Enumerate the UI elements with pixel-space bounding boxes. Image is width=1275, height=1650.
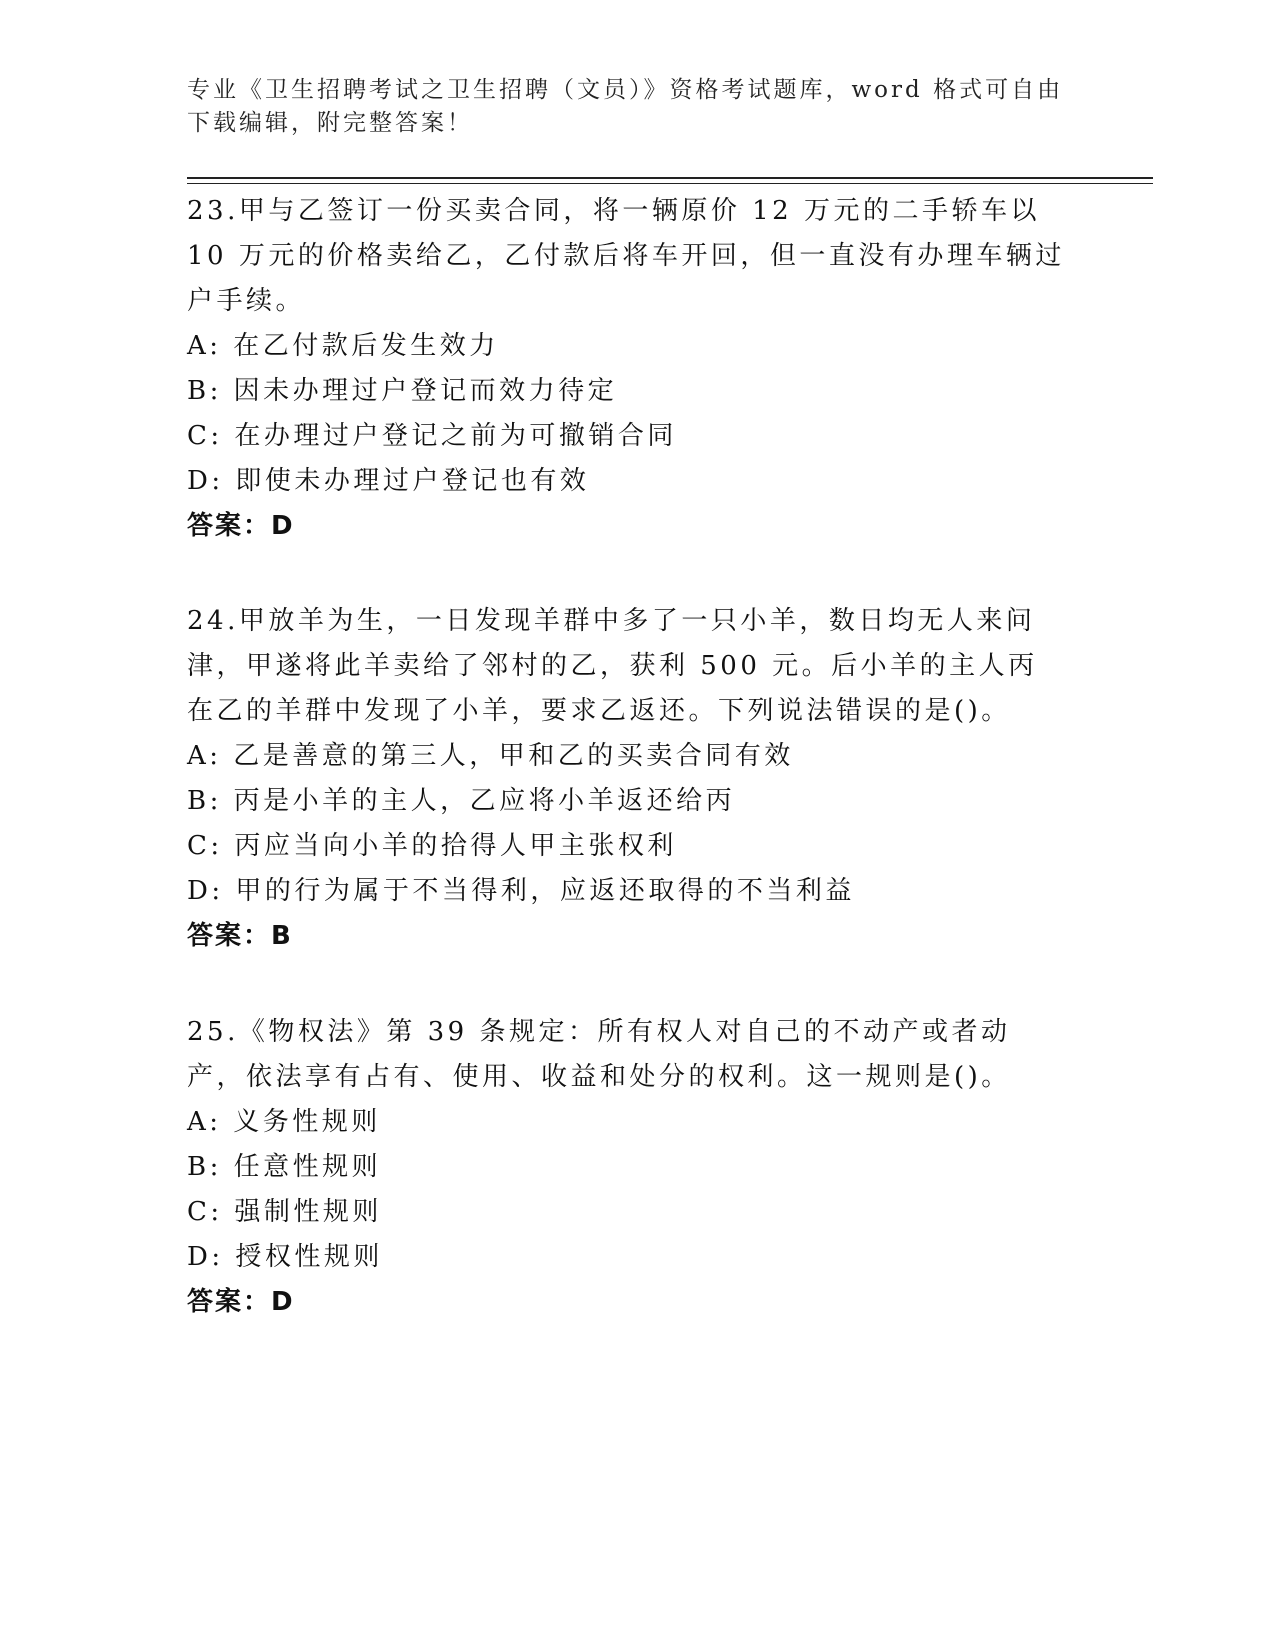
question-option-d: D: 即使未办理过户登记也有效: [187, 466, 590, 496]
question-option-c: C: 在办理过户登记之前为可撤销合同: [187, 421, 677, 451]
question-answer: 答案：D: [187, 511, 295, 541]
question-stem: 24.甲放羊为生，一日发现羊群中多了一只小羊，数日均无人来问津，甲遂将此羊卖给了邻村的乙，获利 500 元。后小羊的主人丙在乙的羊群中发现了小羊，要求乙返还。下列说法错误的是()。: [187, 606, 1038, 726]
question-option-a: A: 在乙付款后发生效力: [187, 331, 499, 361]
question-option-b: B: 丙是小羊的主人，乙应将小羊返还给丙: [187, 786, 736, 816]
question-option-a: A: 乙是善意的第三人，甲和乙的买卖合同有效: [187, 741, 794, 771]
question-option-d: D: 甲的行为属于不当得利，应返还取得的不当利益: [187, 876, 855, 906]
question-option-b: B: 因未办理过户登记而效力待定: [187, 376, 618, 406]
question-answer: 答案：B: [187, 921, 293, 951]
question-item: [187, 1010, 1067, 1325]
question-option-c: C: 丙应当向小羊的拾得人甲主张权利: [187, 831, 677, 861]
header-divider-thin: [187, 183, 1153, 184]
question-stem: 25.《物权法》第 39 条规定：所有权人对自己的不动产或者动产，依法享有占有、使用、收益和处分的权利。这一规则是()。: [187, 1017, 1011, 1092]
question-item: [187, 189, 1067, 549]
question-option-b: B: 任意性规则: [187, 1152, 382, 1182]
question-item: [187, 599, 1067, 959]
question-option-d: D: 授权性规则: [187, 1242, 383, 1272]
question-stem: 23.甲与乙签订一份买卖合同，将一辆原价 12 万元的二手轿车以 10 万元的价格卖给乙，乙付款后将车开回，但一直没有办理车辆过户手续。: [187, 196, 1065, 316]
question-answer: 答案：D: [187, 1287, 295, 1317]
header-divider-thick: [187, 177, 1153, 179]
question-option-a: A: 义务性规则: [187, 1107, 381, 1137]
document-header: 专业《卫生招聘考试之卫生招聘（文员）》资格考试题库，word 格式可自由下载编辑，附完整答案！: [187, 77, 1064, 136]
question-option-c: C: 强制性规则: [187, 1197, 382, 1227]
